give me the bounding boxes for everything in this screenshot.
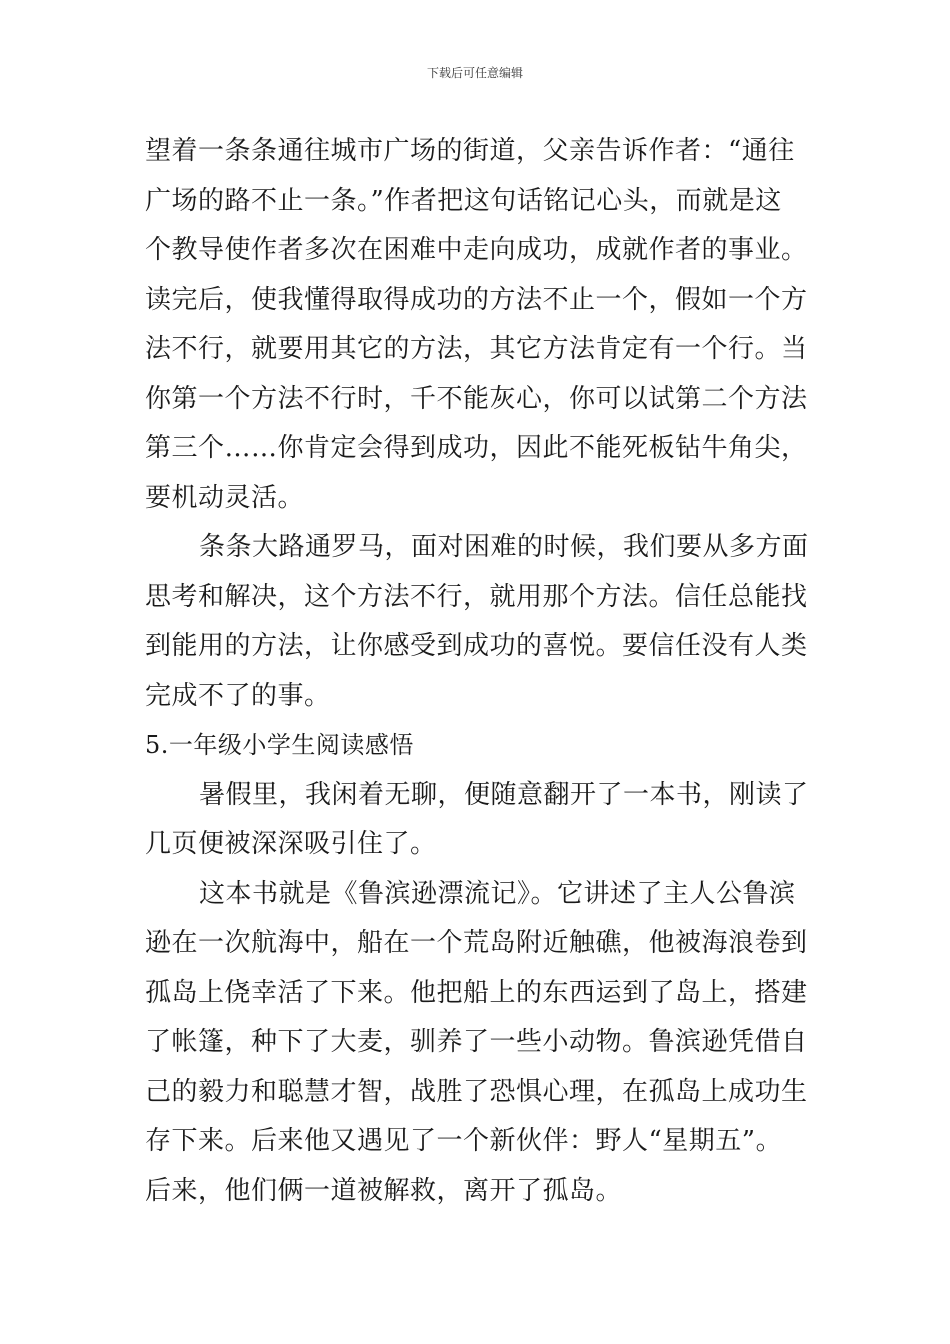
text-line: 后来，他们俩一道被解救，离开了孤岛。 [145,1175,623,1206]
text-line: 读完后，使我懂得取得成功的方法不止一个，假如一个方 [145,284,808,315]
text-line: 第三个……你肯定会得到成功，因此不能死板钻牛角尖， [145,433,808,463]
text-line: 存下来。后来他又遇见了一个新伙伴：野人“星期五”。 [145,1126,783,1156]
text-line: 条条大路通罗马，面对困难的时候，我们要从多方面 [199,532,809,562]
text-line: 思考和解决，这个方法不行，就用那个方法。信任总能找 [145,581,808,612]
text-line: 个教导使作者多次在困难中走向成功，成就作者的事业。 [145,235,808,265]
text-line: 你第一个方法不行时，千不能灰心，你可以试第二个方法 [145,383,808,414]
page-header: 下载后可任意编辑 [426,66,523,80]
text-line: 要机动灵活。 [145,482,305,513]
text-line: 逊在一次航海中，船在一个荒岛附近触礁，他被海浪卷到 [145,928,808,958]
text-line: 己的毅力和聪慧才智，战胜了恐惧心理，在孤岛上成功生 [145,1076,808,1107]
text-line: 广场的路不止一条。”作者把这句话铭记心头，而就是这 [145,185,782,216]
text-line: 完成不了的事。 [145,680,331,711]
text-line: 几页便被深深吸引住了。 [145,829,437,859]
text-line: 孤岛上侥幸活了下来。他把船上的东西运到了岛上，搭建 [145,977,808,1008]
text-line: 了帐篷，种下了大麦，驯养了一些小动物。鲁滨逊凭借自 [145,1027,808,1057]
text-line: 这本书就是《鲁滨逊漂流记》。它讲述了主人公鲁滨 [199,878,796,909]
text-line: 望着一条条通往城市广场的街道，父亲告诉作者：“通往 [145,136,795,166]
text-line: 到能用的方法，让你感受到成功的喜悦。要信任没有人类 [145,631,808,661]
text-line: 法不行，就要用其它的方法，其它方法肯定有一个行。当 [145,334,808,364]
text-line: 暑假里，我闲着无聊，便随意翻开了一本书，刚读了 [199,779,809,810]
section-heading: 5.一年级小学生阅读感悟 [145,731,414,759]
document-body [145,127,810,1216]
